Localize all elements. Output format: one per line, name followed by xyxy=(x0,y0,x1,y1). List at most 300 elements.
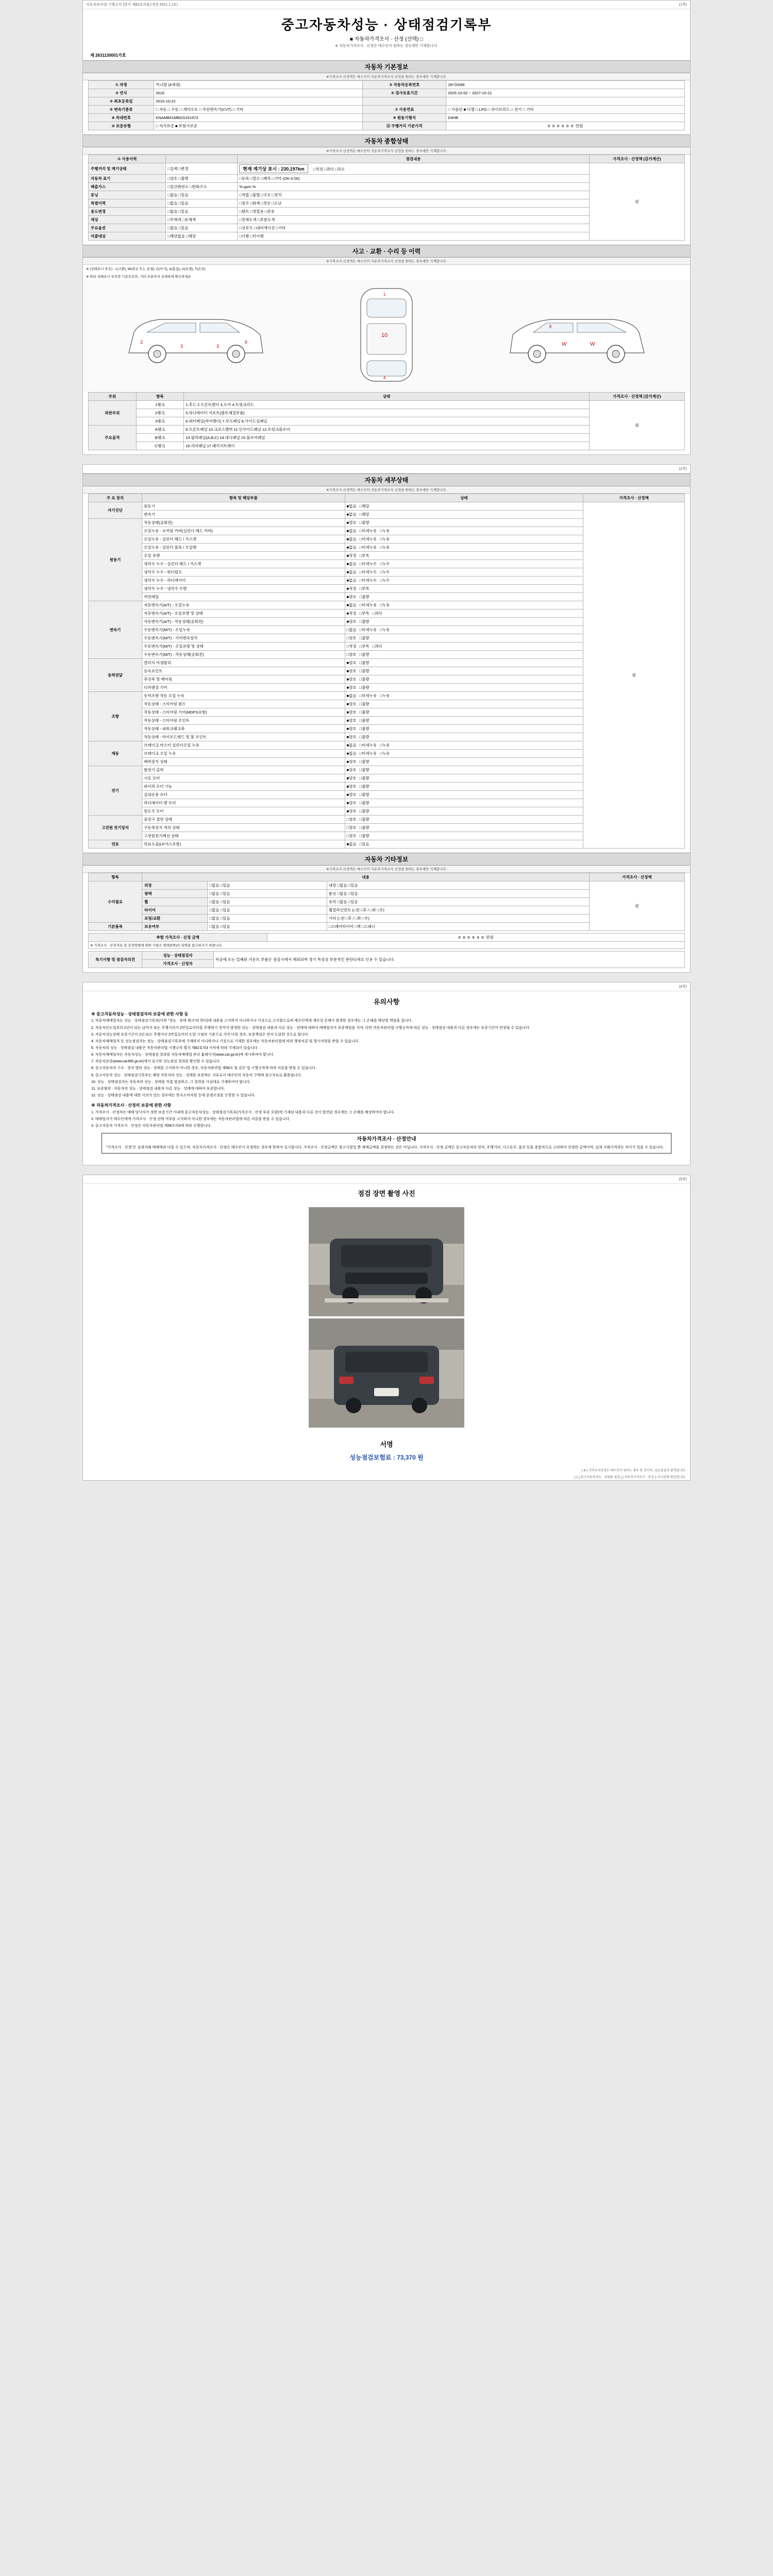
overall-opts-1[interactable] xyxy=(166,175,238,183)
basic-value-2: 2015-10-22 xyxy=(154,97,363,106)
table-row xyxy=(89,934,685,942)
opinion-text[interactable]: 비공에 또는 밀폐된 가운트 부품은 점검시에서 제외되며 경기 특성상 부분적인 판단되세요 인용 수 있습니다. xyxy=(213,952,684,968)
option-co[interactable]: □일산화탄소 xyxy=(167,184,189,189)
etc-key: 타이어 xyxy=(142,906,208,914)
detail-item-label: 변속기 xyxy=(142,511,345,519)
detail-option[interactable]: □해당 xyxy=(359,512,369,517)
overall-val-5[interactable]: □렌트 □영업용 □관용 xyxy=(238,208,590,216)
detail-option[interactable]: ■없음 xyxy=(346,603,357,607)
option-none[interactable]: □없음 xyxy=(167,193,178,197)
notice-item: 3. 중고자동차 가격조사 · 산정은 자동차관리법 제58조의4에 따라 수행합니다. xyxy=(91,1124,212,1128)
detail-item-label: 오일 유량 xyxy=(142,552,345,560)
overall-opts-5[interactable] xyxy=(166,208,238,216)
detail-item-options[interactable] xyxy=(345,832,583,840)
detail-item-options[interactable] xyxy=(345,642,583,651)
accident-parts-table xyxy=(88,392,685,450)
detail-option[interactable]: ■양호 xyxy=(346,685,357,690)
overall-val-2[interactable]: % ppm % xyxy=(238,183,590,191)
detail-item-options[interactable] xyxy=(345,733,583,741)
detail-option[interactable]: □미세누유 xyxy=(359,537,377,541)
parts-items-0-1[interactable]: 5.라디에이터 서포트(볼트체결부품) xyxy=(184,409,590,417)
detail-option[interactable]: □불량 xyxy=(359,792,369,797)
detail-item-options[interactable] xyxy=(345,783,583,791)
detail-item-options[interactable] xyxy=(345,799,583,807)
section-etc-body xyxy=(83,873,690,972)
detail-option[interactable]: □양호 xyxy=(346,825,357,830)
detail-option[interactable]: □부족 xyxy=(359,644,369,649)
section-basic-body xyxy=(83,80,690,134)
detail-option[interactable]: □불량 xyxy=(359,685,369,690)
detail-item-options[interactable] xyxy=(345,618,583,626)
detail-option[interactable]: ■없음 xyxy=(346,504,357,509)
overall-col-1: 점검내용 xyxy=(238,155,590,163)
section-detail-note: ※가격조사·산정액은 매수인이 자동차가격조사·산정을 원하는 경우에만 기재합니다. xyxy=(83,486,690,494)
detail-option[interactable]: □불량 xyxy=(359,735,369,739)
guide-box-text: "가격조사 · 산정"은 실제거래 매매액과 다를 수 있으며, 자동차가격조사 · 산정은 매수인이 요청하는 경우에 한하여 실시합니다. 가격조사 · 산정금액은 참고사항일 뿐 매매금액을 결정하는 것은 아닙니다. 가격조사 · 산정 금액은 중고자동차의 연식, 주행거리, 사고유무, 옵션 등을 종합적으로 고려하여 산정한 금액이며, 실제 거래가격과는 차이가 있을 수 있습니다. xyxy=(106,1145,664,1149)
notice-item: 3. 자동차성능상태 보증기간이 2년 또는 주행거리 2만킬로미터 도달 시점의 기준으로 각각 다를 경우, 보증책임은 먼저 도달한 것으로 합니다. xyxy=(91,1032,309,1037)
detail-option[interactable]: □불량 xyxy=(359,710,369,715)
detail-option[interactable]: □누수 xyxy=(380,570,390,574)
notice-item: 2. 매매업자가 매수인에게 가격조사 · 산정 선택 여부를 고지하지 아니한 경우에는 자동차관리법에 따른 처분을 받을 수 있습니다. xyxy=(91,1117,291,1121)
page-number-1: (1쪽) xyxy=(679,3,687,7)
option-applicable[interactable]: □해당 xyxy=(186,234,196,239)
option-yes[interactable]: □있음 xyxy=(178,193,189,197)
parts-rank-0-1: 2랭크 xyxy=(136,409,184,417)
detail-option[interactable]: □불량 xyxy=(359,759,369,764)
option-real[interactable]: □실제 xyxy=(167,166,178,171)
basic-value-0: 카니발 (4세대) xyxy=(154,81,363,89)
sheet-2 xyxy=(82,464,691,973)
detail-option[interactable]: ■없음 xyxy=(346,842,357,846)
detail-option[interactable]: □불량 xyxy=(359,825,369,830)
detail-item-options[interactable] xyxy=(345,601,583,609)
detail-item-label: 오일누유 - 로커암 커버(실린더 헤드 커버) xyxy=(142,527,345,535)
etc-key2[interactable]: □스페어타이어 □잭 □스패너 xyxy=(327,923,589,931)
etc-options[interactable]: □없음 □있음 xyxy=(208,890,327,898)
detail-option[interactable]: □불량 xyxy=(359,718,369,723)
parts-group-0: 외판부위 xyxy=(89,401,137,426)
detail-option[interactable]: □불량 xyxy=(359,652,369,657)
overall-opts-6[interactable] xyxy=(166,216,238,224)
detail-option[interactable]: ■없음 xyxy=(346,537,357,541)
detail-item-label: 실내송풍 모터 xyxy=(142,791,345,799)
detail-option[interactable]: □미세누유 xyxy=(359,529,377,533)
detail-item-options[interactable] xyxy=(345,684,583,692)
detail-option[interactable]: ■양호 xyxy=(346,702,357,706)
detail-option[interactable]: ■양호 xyxy=(346,809,357,814)
basic-value2-4: D4HB xyxy=(446,114,685,122)
detail-item-label: 디퍼렌셜 기어 xyxy=(142,684,345,692)
detail-item-options[interactable] xyxy=(345,708,583,717)
overall-opts-8[interactable] xyxy=(166,232,238,241)
overall-val-1[interactable]: □등록 □말소 □폐차 □기타 (OK-0.00) xyxy=(238,175,590,183)
section-basic-title: 자동차 기본정보 xyxy=(83,60,690,73)
option-chromatic[interactable]: □유채색 xyxy=(182,217,196,222)
detail-item-label: 작동상태 - 파워크랭크축 xyxy=(142,725,345,733)
detail-item-options[interactable] xyxy=(345,774,583,783)
detail-option[interactable]: ■양호 xyxy=(346,669,357,673)
detail-option[interactable]: □불량 xyxy=(359,801,369,805)
detail-option[interactable]: □불량 xyxy=(359,677,369,682)
parts-head-3: 가격조사 · 산정액 (감가계산) xyxy=(589,393,684,401)
inspection-fee: 성능점검보험료 : 73,370 원 xyxy=(349,1453,424,1461)
detail-item-label: 와이퍼 모터 기능 xyxy=(142,783,345,791)
overall-val-8[interactable]: □이행 □미이행 xyxy=(238,232,590,241)
detail-option[interactable]: ■없음 xyxy=(346,570,357,574)
detail-item-options[interactable] xyxy=(345,552,583,560)
detail-item-options[interactable] xyxy=(345,502,583,511)
opinion-role-0: 성능 · 상태점검자 xyxy=(142,952,214,960)
detail-option[interactable]: ■없음 xyxy=(346,545,357,550)
notice-item: 9. 중고자동차 성능 · 상태점검기록부는 해당 자동차의 성능 · 상태를 보증하는 서류로서 매수인의 자동차 구매에 참고자료로 활용됩니다. xyxy=(91,1073,302,1077)
option-none[interactable]: □없음 xyxy=(167,201,178,206)
detail-option[interactable]: □누유 xyxy=(380,545,390,550)
overall-key-0: 주행거리 및 계기상태 xyxy=(89,163,166,175)
etc-key2[interactable]: 룸싯 □없음 □있음 xyxy=(327,890,589,898)
etc-options[interactable]: □없음 □있음 xyxy=(208,898,327,906)
detail-option[interactable]: ■없음 xyxy=(346,512,357,517)
sheet4-header xyxy=(83,1175,690,1184)
detail-item-options[interactable] xyxy=(345,766,583,774)
overall-val-3[interactable]: □적법 □불법 □구조 □장치 xyxy=(238,191,590,199)
detail-item-options[interactable] xyxy=(345,758,583,766)
detail-option[interactable]: □부족 xyxy=(359,586,369,591)
basic-label2-5: ⑪ 주행거리 기준가격 xyxy=(363,122,446,130)
detail-item-options[interactable] xyxy=(345,807,583,816)
detail-option[interactable]: □미세누유 xyxy=(359,693,377,698)
detail-option[interactable]: □불량 xyxy=(359,595,369,599)
table-row xyxy=(89,97,685,106)
notice-item: 1. 자동차매매업자는 성능 · 상태점검기록부(이하 "성능 · 상태 체크"라 한다)에 내용을 고지하지 아니하거나 거짓으로 고지함으로써 매수인에게 재산상 손해가 발생한 경우에는 그 손해를 배상할 책임을 집니다. xyxy=(91,1019,413,1023)
option-yes[interactable]: □있음 xyxy=(178,226,189,230)
detail-option[interactable]: □미세누수 xyxy=(359,562,377,566)
svg-text:2: 2 xyxy=(140,340,143,345)
detail-item-options[interactable] xyxy=(345,700,583,708)
basic-value-5[interactable]: □ 자가보증 ■ 보험사보증 xyxy=(154,122,363,130)
detail-item-label: 등속죠인트 xyxy=(142,667,345,675)
detail-group-0: 자기진단 xyxy=(89,502,142,519)
detail-option[interactable]: ■적정 xyxy=(346,553,357,558)
car-damage-diagram xyxy=(83,280,690,392)
detail-item-options[interactable] xyxy=(345,816,583,824)
detail-option[interactable]: ■양호 xyxy=(346,776,357,781)
detail-option[interactable]: ■없음 xyxy=(346,693,357,698)
detail-option[interactable]: ■없음 xyxy=(346,578,357,583)
notice-item: 7. 자동차보증(www.car365.go.kr)에서 실시한 성능점검 결과를 확인할 수 있습니다. xyxy=(91,1060,221,1064)
detail-option[interactable]: □미세누수 xyxy=(359,570,377,574)
detail-item-options[interactable] xyxy=(345,560,583,568)
etc-key2[interactable]: 유리 □없음 □있음 xyxy=(327,898,589,906)
detail-item-label: 연료누출(LP가스포함) xyxy=(142,840,345,849)
detail-option[interactable]: ■없음 xyxy=(346,529,357,533)
option-none[interactable]: □없음 xyxy=(167,226,178,230)
detail-option[interactable]: ■양호 xyxy=(346,677,357,682)
detail-option[interactable]: □누수 xyxy=(380,562,390,566)
accident-parts-wrap xyxy=(83,392,690,454)
detail-group-5: 제동 xyxy=(89,741,142,766)
detail-option[interactable]: ■없음 xyxy=(346,743,357,748)
detail-option[interactable]: □불량 xyxy=(359,660,369,665)
detail-item-options[interactable] xyxy=(345,585,583,593)
overall-val-4[interactable]: □침수 □화재 □전손 □도난 xyxy=(238,199,590,208)
detail-option[interactable]: □불량 xyxy=(359,834,369,838)
detail-item-label: 원동기 xyxy=(142,502,345,511)
section-etc-note: ※가격조사·산정액은 매수인이 자동차가격조사·산정을 원하는 경우에만 기재합니다. xyxy=(83,866,690,873)
page-subtitle: ■ 자동차가격조사 · 산정 (선택) □ xyxy=(349,37,424,42)
etc-key2[interactable]: 휠얼라인먼트 (□전 □후 / □좌 □우) xyxy=(327,906,589,914)
odometer-value: 현재 계기상 표시 : 230,197km xyxy=(239,164,308,173)
parts-items-1-0[interactable]: 9.프론트패널 10.크로스멤버 11.인사이드패널 12.트렁크플로어 xyxy=(184,426,590,434)
detail-item-options[interactable] xyxy=(345,667,583,675)
notice-item: 11. 보증범위 : 자동차의 성능 · 상태점검 내용과 다른 성능 · 상태에 대하여 보증합니다. xyxy=(91,1087,225,1091)
detail-option[interactable]: ■양호 xyxy=(346,784,357,789)
detail-item-label: 커먼레일 xyxy=(142,593,345,601)
detail-option[interactable]: □불량 xyxy=(359,768,369,772)
opinion-label: 특기사항 및 점검자의견 xyxy=(89,952,142,968)
basic-label2-0: ② 자동차등록번호 xyxy=(363,81,446,89)
overall-opts-2[interactable] xyxy=(166,183,238,191)
detail-option[interactable]: ■양호 xyxy=(346,801,357,805)
detail-group-6: 전기 xyxy=(89,766,142,816)
detail-option[interactable]: ■없음 xyxy=(346,751,357,756)
detail-option[interactable]: ■양호 xyxy=(346,759,357,764)
overall-val-6[interactable]: □전체도색 □부분도색 xyxy=(238,216,590,224)
detail-item-label: 발전기 출력 xyxy=(142,766,345,774)
overall-opts-7[interactable] xyxy=(166,224,238,232)
detail-option[interactable]: □불량 xyxy=(359,669,369,673)
table-row xyxy=(89,163,685,175)
basic-label2-3: ⑦ 사용연료 xyxy=(363,106,446,114)
accident-legend-2: ※ 하단 상태표시 부호란 기준으로만, 기타 부분까지 상세하게 확인하세요 xyxy=(86,275,191,279)
detail-option[interactable]: ■적정 xyxy=(346,611,357,616)
photo-foot-1: [ ※ ] 가격조사산정은 매수인이 원하는 경우 한 것이며, 성능점검과 별개입니다. xyxy=(581,1469,686,1472)
detail-option[interactable]: ■양호 xyxy=(346,619,357,624)
basic-value-3[interactable]: □ 자동 □ 수동 □ 세미오토 □ 무단변속기(CVT) □ 기타 xyxy=(154,106,363,114)
detail-item-options[interactable] xyxy=(345,651,583,659)
option-none[interactable]: □없음 xyxy=(167,209,178,214)
overall-opts-4[interactable] xyxy=(166,199,238,208)
detail-item-label: 충전구 절연 상태 xyxy=(142,816,345,824)
detail-item-options[interactable] xyxy=(345,593,583,601)
detail-option[interactable]: □불량 xyxy=(359,520,369,525)
detail-option[interactable]: □해당 xyxy=(359,504,369,509)
parts-items-1-1[interactable]: 13.필러패널(A,B,C) 14.대시패널 15.플로어패널 xyxy=(184,434,590,442)
overall-key-6: 색상 xyxy=(89,216,166,224)
parts-rank-1-0: A랭크 xyxy=(136,426,184,434)
detail-item-options[interactable] xyxy=(345,511,583,519)
detail-option[interactable]: ■양호 xyxy=(346,595,357,599)
detail-option[interactable]: □불량 xyxy=(359,702,369,706)
detail-option[interactable]: □누수 xyxy=(380,578,390,583)
notice-item: 4. 자동차매매업자 등 성능점검자는 성능 · 상태점검기록부에 기재하지 아니하거나 거짓으로 기재한 경우에는 자동차관리법에 따라 행정처분 및 형사처벌을 받을 수 있습니다. xyxy=(91,1039,360,1043)
detail-item-options[interactable] xyxy=(345,675,583,684)
detail-option[interactable]: ■양호 xyxy=(346,710,357,715)
detail-item-label: 라디에이터 팬 모터 xyxy=(142,799,345,807)
detail-table-body xyxy=(89,502,685,849)
detail-option[interactable]: □과다 xyxy=(372,644,382,649)
detail-item-options[interactable] xyxy=(345,577,583,585)
detail-option[interactable]: □미세누유 xyxy=(359,743,377,748)
etc-key2[interactable]: 기타 (□전 □후 / □좌 □우) xyxy=(327,914,589,923)
option-achromatic[interactable]: □무채색 xyxy=(167,217,181,222)
basic-value2-2 xyxy=(446,97,685,106)
overall-col-x xyxy=(166,155,238,163)
detail-item-options[interactable] xyxy=(345,544,583,552)
detail-option[interactable]: □불량 xyxy=(359,636,369,640)
detail-option[interactable]: □누유 xyxy=(380,537,390,541)
detail-item-label: 수동변속기(M/T) - 작동상태(공회전) xyxy=(142,651,345,659)
detail-option[interactable]: □누유 xyxy=(380,628,390,632)
detail-item-options[interactable] xyxy=(345,824,583,832)
detail-option[interactable]: ■양호 xyxy=(346,735,357,739)
basic-label-0: ① 차명 xyxy=(89,81,154,89)
option-changed[interactable]: □변경 xyxy=(178,166,189,171)
etc-group-repair: 수리필요 xyxy=(89,882,142,923)
detail-item-options[interactable] xyxy=(345,717,583,725)
detail-option[interactable]: □누유 xyxy=(380,693,390,698)
detail-option[interactable]: ■양호 xyxy=(346,792,357,797)
option-na[interactable]: □해당없음 xyxy=(167,234,185,239)
detail-option[interactable]: □미세누유 xyxy=(359,628,377,632)
etc-options[interactable]: □없음 □있음 xyxy=(208,923,327,931)
detail-option[interactable]: □불량 xyxy=(359,726,369,731)
detail-item-options[interactable] xyxy=(345,750,583,758)
detail-item-label: 수동변속기(M/T) - 오일유량 및 상태 xyxy=(142,642,345,651)
detail-item-options[interactable] xyxy=(345,840,583,849)
detail-option[interactable]: □부족 xyxy=(359,553,369,558)
detail-group-8: 연료 xyxy=(89,840,142,849)
table-row xyxy=(89,952,685,960)
detail-option[interactable]: □미세누유 xyxy=(359,751,377,756)
section-overall-note: ※가격조사·산정액은 매수인이 자동차가격조사·산정을 원하는 경우에만 기재합니다. xyxy=(83,147,690,155)
notice-section xyxy=(83,991,690,1165)
detail-item-options[interactable] xyxy=(345,741,583,750)
detail-item-label: 작동상태 - 스티어링 기어(MDPS포함) xyxy=(142,708,345,717)
detail-option[interactable]: □미세누유 xyxy=(359,545,377,550)
detail-option[interactable]: □불량 xyxy=(359,817,369,822)
basic-value2-3[interactable]: □ 가솔린 ■ 디젤 □ LPG □ 하이브리드 □ 전기 □ 기타 xyxy=(446,106,685,114)
odometer-judgement[interactable]: □적정 □과다 □과소 xyxy=(313,167,345,172)
overall-val-7[interactable]: □선루프 □내비게이션 □기타 xyxy=(238,224,590,232)
etc-key: 보유여부 xyxy=(142,923,208,931)
etc-options[interactable]: □없음 □있음 xyxy=(208,906,327,914)
detail-item-options[interactable] xyxy=(345,659,583,667)
detail-option[interactable]: □없음 xyxy=(346,628,357,632)
detail-option[interactable]: □미세누유 xyxy=(359,603,377,607)
parts-items-0-0[interactable]: 1.후드 2.프론트펜더 3.도어 4.트렁크리드 xyxy=(184,401,590,409)
detail-option[interactable]: □양호 xyxy=(346,834,357,838)
overall-opts-3[interactable] xyxy=(166,191,238,199)
detail-item-options[interactable] xyxy=(345,791,583,799)
detail-option[interactable]: □누유 xyxy=(380,603,390,607)
option-yes[interactable]: □있음 xyxy=(178,209,189,214)
etc-key2[interactable]: 내장 □없음 □있음 xyxy=(327,882,589,890)
detail-item-label: 오일누유 - 실린더 헤드 / 가스켓 xyxy=(142,535,345,544)
detail-item-options[interactable] xyxy=(345,634,583,642)
detail-option[interactable]: □미세누수 xyxy=(359,578,377,583)
detail-item-label: 작동상태 - 스티어링 조인트 xyxy=(142,717,345,725)
detail-item-label: 냉각수 누수 - 실린더 헤드 / 가스켓 xyxy=(142,560,345,568)
overall-key-7: 주요옵션 xyxy=(89,224,166,232)
notice-item: 2. 자동차인도일부터 2년이 되는 날까지 또는 주행거리가 2만킬로미터를 주행하기 전까지 발생한 성능 · 상태점검 내용과 다른 성능 · 상태에 대하여 매매업자가 보증책임을 지며, 다만 자동차관리법 시행규칙에 따른 성능 · 상태점검 내용과 다른 경우에는 보증기간이 연장될 수 있습니다. xyxy=(91,1026,530,1030)
detail-option[interactable]: ■양호 xyxy=(346,718,357,723)
detail-option[interactable]: ■없음 xyxy=(346,562,357,566)
parts-rank-1-2: C랭크 xyxy=(136,442,184,450)
detail-option[interactable]: □양호 xyxy=(346,652,357,657)
etc-key: 휠 xyxy=(142,898,208,906)
photo-area xyxy=(83,1200,690,1435)
etc-head-0: 항목 xyxy=(89,873,142,882)
detail-option[interactable]: ■양호 xyxy=(346,768,357,772)
detail-option[interactable]: ■양호 xyxy=(346,660,357,665)
detail-option[interactable]: □누유 xyxy=(380,743,390,748)
detail-option[interactable]: □불량 xyxy=(359,776,369,781)
detail-item-label: 작동상태 - 스티어링 펌프 xyxy=(142,700,345,708)
sheet3-header xyxy=(83,982,690,991)
page-title: 중고자동차성능 · 상태점검기록부 xyxy=(281,17,492,32)
detail-option[interactable]: □양호 xyxy=(346,636,357,640)
etc-options[interactable]: □없음 □있음 xyxy=(208,882,327,890)
option-yes[interactable]: □있음 xyxy=(178,201,189,206)
detail-head-1: 항목 및 해당부품 xyxy=(142,494,345,502)
notice-item-list-2 xyxy=(91,1110,682,1129)
option-bad[interactable]: □불량 xyxy=(178,176,189,181)
etc-options[interactable]: □없음 □있음 xyxy=(208,914,327,923)
detail-option[interactable]: □불량 xyxy=(359,784,369,789)
detail-item-options[interactable] xyxy=(345,535,583,544)
detail-option[interactable]: □적정 xyxy=(346,644,357,649)
detail-option[interactable]: ■양호 xyxy=(346,726,357,731)
etc-price-cell: 원 xyxy=(589,882,684,931)
option-hc[interactable]: □탄화수소 xyxy=(190,184,207,189)
detail-option[interactable]: □누유 xyxy=(380,529,390,533)
detail-option[interactable]: □불량 xyxy=(359,809,369,814)
detail-item-options[interactable] xyxy=(345,626,583,634)
detail-table xyxy=(88,494,685,849)
notice-item: 6. 자동차매매업자는 자동차성능 · 상태점검 결과를 자동차매매업 관리 홈페이지(www.car.go.kr)에 게시하여야 합니다. xyxy=(91,1053,275,1057)
table-row xyxy=(89,122,685,130)
detail-option[interactable]: □누유 xyxy=(380,751,390,756)
basic-label-2: ⑤ 최초등록일 xyxy=(89,97,154,106)
overall-key-1: 자동차 표기 xyxy=(89,175,166,183)
parts-items-1-2[interactable]: 16.리어패널 17.패키지트레이 xyxy=(184,442,590,450)
detail-item-options[interactable] xyxy=(345,725,583,733)
detail-option[interactable]: □있음 xyxy=(359,842,369,846)
overall-val-0 xyxy=(238,163,590,175)
detail-item-options[interactable] xyxy=(345,609,583,618)
detail-item-label: 작동상태(공회전) xyxy=(142,519,345,527)
doc-no-value: 2631130001가호 xyxy=(95,53,126,58)
detail-item-label: 냉각수 누수 - 워터펌프 xyxy=(142,568,345,577)
section-overall-title: 자동차 종합상태 xyxy=(83,134,690,147)
detail-group-2: 변속기 xyxy=(89,601,142,659)
detail-option[interactable]: □불량 xyxy=(359,619,369,624)
option-ok[interactable]: □양호 xyxy=(167,176,178,181)
detail-item-options[interactable] xyxy=(345,527,583,535)
accident-legend-1: ※ (상태표시 부호) : ×(교환), W(판금 또는 용접), C(부식), A(흠집), U(요철), T(손상) xyxy=(86,267,206,271)
detail-option[interactable]: □과다 xyxy=(372,611,382,616)
overall-opts-0[interactable] xyxy=(166,163,238,175)
detail-item-options[interactable] xyxy=(345,519,583,527)
detail-option[interactable]: ■적정 xyxy=(346,586,357,591)
parts-items-0-2[interactable]: 6.쿼터패널(리어펜더) 7.루프패널 8.사이드실패널 xyxy=(184,417,590,426)
detail-option[interactable]: □부족 xyxy=(359,611,369,616)
detail-item-options[interactable] xyxy=(345,692,583,700)
detail-item-options[interactable] xyxy=(345,568,583,577)
table-header-row xyxy=(89,873,685,882)
detail-option[interactable]: ■양호 xyxy=(346,520,357,525)
detail-option[interactable]: □양호 xyxy=(346,817,357,822)
